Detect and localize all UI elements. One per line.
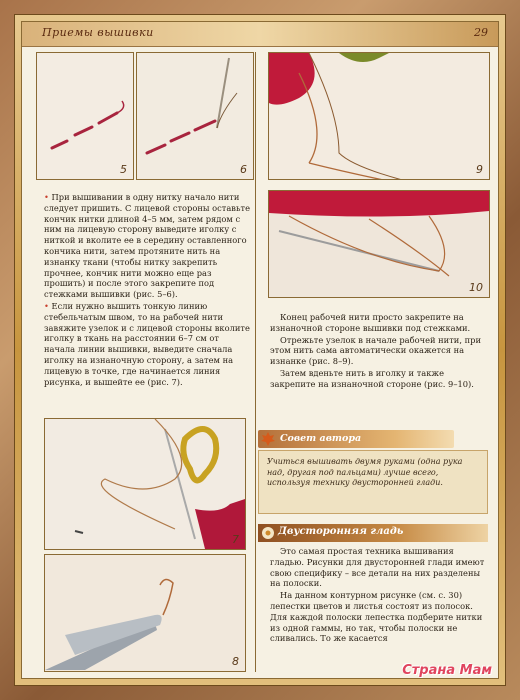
bullet-icon: • [44,192,52,202]
maple-leaf-icon [260,431,276,447]
paragraph: Это самая простая техника вышивания гладью. Рисунки для двусторонней глади имеют свою специфику – все детали на них разделены на полоски. [270,546,485,589]
page-header [22,22,498,47]
right-column-text [270,312,488,391]
figure-number: 8 [232,655,239,668]
stitch-illustration [37,53,133,179]
section-title: Двусторонняя гладь [278,526,404,537]
figure-number: 7 [232,533,239,546]
left-column-text [44,192,250,388]
page-number: 29 [474,26,488,39]
section-header [258,524,488,542]
section-text [270,546,488,645]
page-title: Приемы вышивки [42,26,154,39]
watermark-logo: Страна Мам [402,663,492,678]
magazine-page [22,22,498,678]
figure-number: 10 [469,281,483,294]
tip-box [258,450,488,514]
paragraph: • При вышивании в одну нитку начало нити следует пришить. С лицевой стороны оставьте кончик нитки длиной 4–5 мм, затем рядом с ним на лицевую сторону выведите иголку с ниткой и вколите ее в середину оставленного кончика нити, затем протяните нить на изнанку ткани (чтобы нитку закрепить прочнее, кончик нити можно еще раз прошить) и после этого закрепите под стежками вышивки (рис. 5–6). [44,192,250,300]
figure-number: 6 [240,163,247,176]
photo-6 [136,52,254,180]
tip-header [258,430,454,448]
bullet-icon: • [44,300,52,311]
needle-illustration [45,419,245,549]
stitch-illustration [137,53,253,179]
paragraph: Отрежьте узелок в начале рабочей нити, при этом нить сама автоматически окажется на изнанке (рис. 8–9). [270,334,481,367]
column-divider [255,52,256,672]
paragraph: На данном контурном рисунке (см. с. 30) лепестки цветов и листья состоят из полосок. Для каждой полоски лепестка подберите нитки из одной гаммы, но так, чтобы полоски не сливались. То же касается [270,590,483,644]
photo-8 [44,554,246,672]
flower-icon [260,525,276,541]
thread-illustration [269,53,489,179]
photo-10 [268,190,490,298]
paragraph: Конец рабочей нити просто закрепите на изнаночной стороне вышивки под стежками. [270,312,471,333]
photo-9 [268,52,490,180]
needle-illustration [269,191,489,297]
figure-number: 9 [476,163,483,176]
figure-number: 5 [120,163,127,176]
tip-text: Учиться вышивать двумя руками (одна рука над, другая под пальцами) лучше всего, используя технику двусторонней глади. [267,457,463,487]
tip-title: Совет автора [280,433,362,444]
photo-5 [36,52,134,180]
photo-7 [44,418,246,550]
paragraph: • Если нужно вышить тонкую линию стебельчатым швом, то на рабочей нити завяжите узелок и с лицевой стороны вколите иголку в ткань на расстоянии 6–7 см от начала линии вышивки, выведите сначала иголку на изнаночную сторону, а затем на лицевую в точке, где начинается линия рисунка, и вышейте ее (рис. 7). [44,300,250,387]
paragraph: Затем вденьте нить в иголку и также закрепите на изнаночной стороне (рис. 9–10). [270,367,474,389]
scissors-illustration [45,555,245,671]
